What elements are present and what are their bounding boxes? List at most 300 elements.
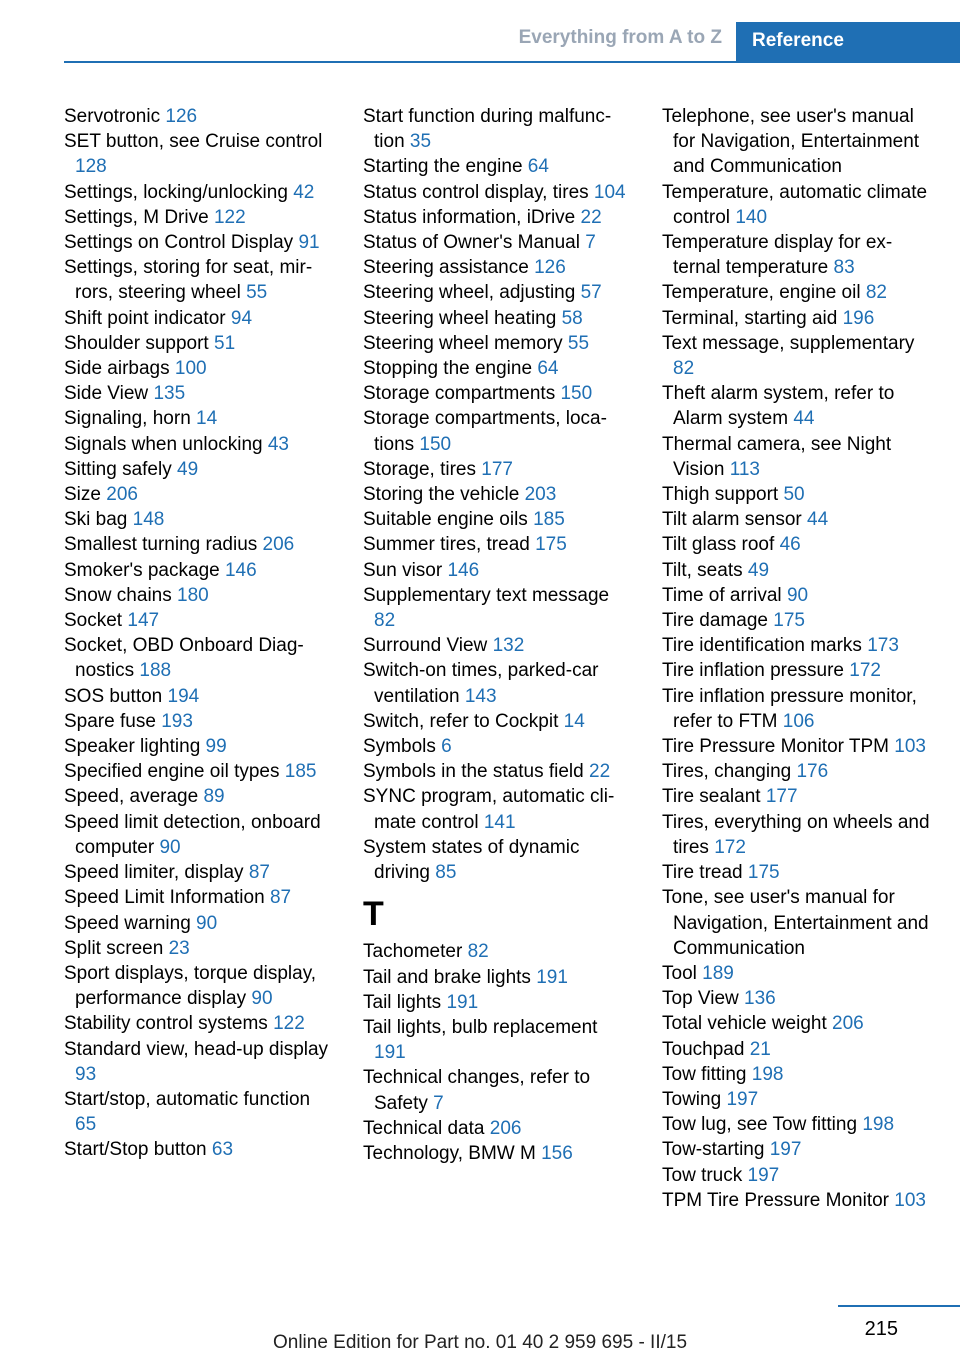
- index-page-link[interactable]: 82: [673, 358, 695, 380]
- index-page-link[interactable]: 6: [441, 736, 452, 758]
- index-entry: [363, 205, 633, 230]
- index-page-link[interactable]: 89: [203, 786, 225, 808]
- index-page-link[interactable]: 206: [832, 1013, 864, 1035]
- index-entry: [363, 1141, 633, 1166]
- index-page-link[interactable]: 188: [139, 660, 172, 682]
- index-page-link[interactable]: 65: [75, 1114, 97, 1136]
- index-page-link[interactable]: 100: [174, 358, 207, 380]
- index-entry-term: Tire sealant: [662, 786, 761, 808]
- index-entry-term: Specified engine oil types: [64, 761, 280, 783]
- index-entry: [662, 1087, 932, 1112]
- header-section-title: Everything from A to Z: [518, 27, 722, 48]
- index-entry-term: System states of dynamic driving: [363, 836, 580, 884]
- index-entry: [64, 1087, 334, 1137]
- index-entry-term: Thermal camera, see Night Vision: [662, 433, 892, 480]
- index-entry-term: Temperature, automatic climate control: [662, 181, 928, 228]
- index-entry-term: Temperature, engine oil: [662, 282, 861, 304]
- index-page-link[interactable]: 44: [793, 408, 815, 430]
- index-entry-term: Tire damage: [662, 610, 768, 632]
- index-entry-term: Speed, average: [64, 786, 199, 808]
- index-page-link[interactable]: 83: [833, 257, 855, 279]
- index-page-link[interactable]: 90: [786, 584, 809, 606]
- index-page-link[interactable]: 91: [298, 232, 320, 254]
- index-entry: [64, 381, 334, 406]
- index-page-link[interactable]: 126: [165, 106, 198, 127]
- index-page-link[interactable]: 99: [205, 736, 227, 758]
- index-entry-term: Smallest turning radius: [64, 534, 258, 556]
- index-entry-term: Sun visor: [363, 559, 443, 581]
- index-entry-term: Settings, locking/unlocking: [64, 181, 288, 203]
- index-entry-term: Technical changes, refer to Safety: [363, 1067, 591, 1114]
- index-page-link[interactable]: 128: [75, 156, 107, 178]
- index-page-link[interactable]: 122: [273, 1013, 305, 1035]
- index-entry: [662, 532, 932, 557]
- index-column-3: [662, 104, 932, 1213]
- index-entry-term: Shoulder support: [64, 332, 209, 354]
- index-entry-term: Storage compartments: [363, 383, 556, 405]
- index-page-link[interactable]: 197: [747, 1164, 780, 1186]
- index-entry: [662, 759, 932, 784]
- index-entry: [662, 306, 932, 331]
- index-entry-term: Start/stop, automatic function: [64, 1088, 311, 1110]
- index-entry: [64, 129, 334, 179]
- index-page-link[interactable]: 177: [765, 786, 798, 808]
- index-entry: [64, 331, 334, 356]
- index-entry: [363, 835, 633, 885]
- index-page-link[interactable]: 172: [849, 660, 881, 682]
- index-page-link[interactable]: 203: [524, 484, 557, 506]
- index-entry: [64, 810, 334, 860]
- index-entry-term: Terminal, starting aid: [662, 307, 838, 329]
- index-letter-heading: T: [363, 895, 384, 934]
- index-entry-term: Starting the engine: [363, 156, 523, 178]
- index-page-link[interactable]: 146: [447, 559, 480, 581]
- index-entry-term: Snow chains: [64, 584, 172, 606]
- header-divider: [64, 61, 960, 63]
- index-entry-term: Stopping the engine: [363, 358, 533, 380]
- index-entry: [363, 306, 633, 331]
- index-page-link[interactable]: 93: [75, 1063, 97, 1085]
- index-page-link[interactable]: 148: [132, 509, 165, 531]
- index-entry-term: Tires, everything on wheels and tires: [662, 811, 930, 858]
- index-entry: [363, 939, 633, 964]
- index-page-link[interactable]: 94: [230, 307, 253, 329]
- index-entry: [662, 608, 932, 633]
- index-page-link[interactable]: 122: [213, 206, 246, 228]
- index-entry: [662, 381, 932, 431]
- index-entry-term: Socket, OBD Onboard Diagnostics: [64, 635, 304, 682]
- index-entry-term: Tire identification marks: [662, 635, 862, 657]
- index-page-link[interactable]: 193: [161, 710, 193, 732]
- index-entry: [662, 1062, 932, 1087]
- index-page-link[interactable]: 82: [865, 282, 887, 304]
- index-entry: [363, 381, 633, 406]
- index-page-link[interactable]: 136: [744, 988, 776, 1010]
- index-entry: [662, 1037, 932, 1062]
- index-entry: [64, 255, 334, 305]
- index-entry-term: Tow fitting: [662, 1063, 747, 1085]
- index-page-link[interactable]: 35: [409, 131, 432, 153]
- header-tab-reference: Reference: [736, 22, 960, 62]
- index-page-link[interactable]: 132: [492, 635, 525, 657]
- index-entry-term: Speed limiter, display: [64, 862, 244, 884]
- index-entry: [662, 180, 932, 230]
- index-page-link[interactable]: 194: [167, 685, 200, 707]
- index-entry: [662, 583, 932, 608]
- index-entry: [64, 180, 334, 205]
- index-page-link[interactable]: 143: [464, 685, 497, 707]
- index-entry-term: Suitable engine oils: [363, 509, 528, 531]
- index-entry-term: Sport displays, torque display, performance display: [64, 962, 317, 1010]
- index-page-link[interactable]: 156: [541, 1142, 573, 1164]
- index-entry-term: Status control display, tires: [363, 181, 589, 203]
- index-page-link[interactable]: 180: [177, 584, 209, 606]
- index-entry-term: Tail lights, bulb replacement: [363, 1016, 598, 1038]
- index-page-link[interactable]: 196: [842, 307, 875, 329]
- index-entry-term: Supplementary text message: [363, 584, 610, 606]
- index-page-link[interactable]: 206: [262, 534, 295, 556]
- index-page-link[interactable]: 135: [153, 383, 186, 405]
- index-entry: [662, 633, 932, 658]
- index-page-link[interactable]: 146: [224, 559, 257, 581]
- index-entry-term: TPM Tire Pressure Monitor: [662, 1189, 889, 1211]
- index-entry: [64, 734, 334, 759]
- index-entry-term: Tire Pressure Monitor TPM: [662, 736, 889, 758]
- index-entry-term: Tilt glass roof: [662, 534, 775, 556]
- index-page-link[interactable]: 140: [735, 206, 768, 228]
- index-entry: [662, 1163, 932, 1188]
- index-entry-term: Speed limit detection, onboard computer: [64, 811, 321, 858]
- index-entry-term: Theft alarm system, refer to Alarm system: [662, 383, 895, 430]
- index-entry: [64, 684, 334, 709]
- index-entry: [64, 961, 334, 1011]
- index-page-link[interactable]: 23: [168, 937, 190, 959]
- index-entry: [64, 230, 334, 255]
- index-entry: [363, 331, 633, 356]
- index-entry: [363, 406, 633, 456]
- index-entry: [363, 990, 633, 1015]
- index-entry: [64, 1011, 334, 1036]
- index-entry: [662, 280, 932, 305]
- index-entry: [363, 965, 633, 990]
- index-page-link[interactable]: 51: [214, 332, 236, 354]
- index-entry-term: Side airbags: [64, 358, 170, 380]
- index-entry-term: Speed Limit Information: [64, 887, 265, 909]
- index-page-link[interactable]: 90: [251, 988, 273, 1010]
- index-page-link[interactable]: 57: [580, 282, 602, 304]
- index-entry-term: Sitting safely: [64, 458, 172, 480]
- footer-divider: [838, 1305, 960, 1307]
- index-page-link[interactable]: 206: [489, 1117, 522, 1139]
- index-entry: [662, 961, 932, 986]
- index-entry-term: Surround View: [363, 635, 488, 657]
- index-entry: [64, 306, 334, 331]
- index-entry: [363, 1015, 633, 1065]
- index-page-link[interactable]: 21: [749, 1038, 771, 1060]
- index-entry: [64, 633, 334, 683]
- index-entry: [363, 154, 633, 179]
- index-entry: [64, 205, 334, 230]
- index-page-link[interactable]: 185: [533, 509, 565, 531]
- index-page-link[interactable]: 141: [483, 811, 516, 833]
- index-entry-term: Technical data: [363, 1117, 485, 1139]
- index-entry: [363, 230, 633, 255]
- index-entry: [363, 558, 633, 583]
- index-page-link[interactable]: 150: [560, 383, 593, 405]
- index-entry: [662, 1011, 932, 1036]
- index-entry-term: SOS button: [64, 685, 163, 707]
- index-entry-term: Steering wheel memory: [363, 332, 563, 354]
- index-entry-term: Settings, storing for seat, mirrors, steering wheel: [64, 257, 313, 304]
- index-entry-term: Tail lights: [363, 991, 442, 1013]
- index-entry-term: Split screen: [64, 937, 164, 959]
- index-page-link[interactable]: 82: [467, 941, 489, 963]
- index-entry-term: Tow-starting: [662, 1139, 765, 1161]
- index-page-link[interactable]: 126: [534, 257, 566, 279]
- index-entry: [363, 255, 633, 280]
- index-entry-term: Tire tread: [662, 862, 743, 884]
- index-entry-term: Symbols: [363, 736, 436, 758]
- index-entry: [662, 885, 932, 961]
- index-column-2: [363, 104, 633, 1166]
- index-entry: [363, 1065, 633, 1115]
- index-entry: [662, 810, 932, 860]
- index-page-link[interactable]: 103: [894, 1189, 926, 1211]
- index-entry: [662, 1112, 932, 1137]
- index-page-link[interactable]: 90: [159, 836, 181, 858]
- index-page-link[interactable]: 85: [435, 862, 457, 884]
- index-entry: [64, 860, 334, 885]
- index-page-link[interactable]: 197: [769, 1139, 802, 1161]
- index-entry: [662, 860, 932, 885]
- index-entry-term: Size: [64, 484, 101, 506]
- index-page-link[interactable]: 173: [867, 635, 899, 657]
- index-page-link[interactable]: 14: [563, 710, 585, 732]
- index-page-link[interactable]: 206: [106, 484, 138, 506]
- index-page-link[interactable]: 147: [127, 610, 160, 632]
- index-page-link[interactable]: 50: [783, 484, 805, 506]
- index-entry-term: Status information, iDrive: [363, 206, 576, 228]
- index-entry-term: Telephone, see user's manual for Navigation, Entertainment and Communication: [662, 106, 920, 178]
- index-entry: [363, 709, 633, 734]
- index-entry-term: Signaling, horn: [64, 408, 191, 430]
- index-entry: [363, 532, 633, 557]
- index-page-link[interactable]: 175: [747, 862, 780, 884]
- index-page-link[interactable]: 197: [726, 1088, 759, 1110]
- index-entry: [64, 356, 334, 381]
- index-page-link[interactable]: 106: [782, 710, 815, 732]
- index-entry: [64, 885, 334, 910]
- index-entry-term: Settings on Control Display: [64, 232, 294, 254]
- index-entry-term: Speed warning: [64, 912, 191, 934]
- index-entry-term: Signals when unlocking: [64, 433, 263, 455]
- index-entry: [64, 482, 334, 507]
- index-entry-term: Storing the vehicle: [363, 484, 520, 506]
- index-entry: [662, 734, 932, 759]
- index-entry: [363, 784, 633, 834]
- index-entry: [662, 230, 932, 280]
- index-entry-term: Spare fuse: [64, 710, 156, 732]
- index-page-link[interactable]: 191: [446, 991, 479, 1013]
- index-entry-term: Shift point indicator: [64, 307, 226, 329]
- index-entry-term: Top View: [662, 988, 739, 1010]
- index-entry-term: Tilt alarm sensor: [662, 509, 802, 531]
- index-entry-term: Status of Owner's Manual: [363, 232, 580, 254]
- index-entry-term: Stability control systems: [64, 1013, 268, 1035]
- index-entry-term: Symbols in the status field: [363, 761, 584, 783]
- index-entry: [662, 482, 932, 507]
- index-entry: [662, 432, 932, 482]
- index-page-link[interactable]: 42: [293, 181, 315, 203]
- index-entry: [363, 1116, 633, 1141]
- index-page-link[interactable]: 191: [374, 1042, 406, 1064]
- index-page-link[interactable]: 150: [419, 433, 452, 455]
- index-entry: [363, 734, 633, 759]
- index-page-link[interactable]: 103: [894, 736, 926, 758]
- index-entry-term: Servotronic: [64, 106, 161, 127]
- index-entry: [363, 658, 633, 708]
- index-page-link[interactable]: 198: [751, 1063, 784, 1085]
- index-entry: [64, 432, 334, 457]
- index-entry-term: Tachometer: [363, 941, 463, 963]
- index-page-link[interactable]: 87: [248, 862, 270, 884]
- index-entry-term: Storage compartments, locations: [363, 408, 607, 455]
- index-page-link[interactable]: 7: [585, 232, 596, 254]
- index-page-link[interactable]: 64: [527, 156, 549, 178]
- index-entry-term: Summer tires, tread: [363, 534, 530, 556]
- index-page-link[interactable]: 172: [714, 836, 746, 858]
- index-column-1: [64, 104, 334, 1163]
- index-page-link[interactable]: 63: [211, 1139, 234, 1161]
- index-entry-term: Start function during malfunction: [363, 106, 612, 153]
- index-entry: [64, 532, 334, 557]
- index-entry-term: Tire inflation pressure monitor, refer to FTM: [662, 685, 917, 732]
- index-entry-term: Total vehicle weight: [662, 1013, 827, 1035]
- index-entry-term: SET button, see Cruise control: [64, 131, 323, 153]
- index-page-link[interactable]: 175: [773, 610, 805, 632]
- index-page-link[interactable]: 191: [536, 966, 568, 988]
- index-page-link[interactable]: 55: [246, 282, 268, 304]
- index-entry: [662, 684, 932, 734]
- edition-note: Online Edition for Part no. 01 40 2 959 695 - II/15: [272, 1332, 688, 1353]
- index-entry-term: Side View: [64, 383, 149, 405]
- index-entry-term: Ski bag: [64, 509, 128, 531]
- index-entry: [662, 558, 932, 583]
- index-entry: [64, 759, 334, 784]
- index-entry: [64, 104, 334, 129]
- index-entry: [662, 1137, 932, 1162]
- index-entry-term: Tow truck: [662, 1164, 743, 1186]
- index-page-link[interactable]: 87: [269, 887, 292, 909]
- index-page-link[interactable]: 49: [177, 458, 199, 480]
- index-entry-term: Smoker's package: [64, 559, 220, 581]
- index-entry: [662, 658, 932, 683]
- index-page-link[interactable]: 175: [535, 534, 567, 556]
- index-entry-term: Switch-on times, parked-car ventilation: [363, 660, 599, 707]
- index-entry: [363, 457, 633, 482]
- index-entry-term: Technology, BMW M: [363, 1142, 536, 1164]
- index-entry: [363, 759, 633, 784]
- index-entry-term: Steering wheel, adjusting: [363, 282, 576, 304]
- index-entry: [64, 457, 334, 482]
- index-entry: [363, 356, 633, 381]
- index-page-link[interactable]: 177: [481, 458, 513, 480]
- index-entry: [64, 608, 334, 633]
- index-entry: [662, 331, 932, 381]
- index-page-link[interactable]: 49: [747, 559, 770, 581]
- index-entry-term: Steering wheel heating: [363, 307, 557, 329]
- index-page-link[interactable]: 185: [284, 761, 317, 783]
- index-entry: [363, 104, 633, 154]
- index-entry-term: Settings, M Drive: [64, 206, 209, 228]
- index-entry: [363, 583, 633, 633]
- index-entry: [64, 507, 334, 532]
- index-entry: [64, 558, 334, 583]
- index-entry: [363, 507, 633, 532]
- index-entry: [662, 1188, 932, 1213]
- index-entry-term: Standard view, head-up display: [64, 1038, 329, 1060]
- index-page-link[interactable]: 55: [567, 332, 590, 354]
- index-entry-term: Switch, refer to Cockpit: [363, 710, 559, 732]
- index-entry-term: SYNC program, automatic climate control: [363, 786, 615, 833]
- index-entry: [64, 784, 334, 809]
- index-entry: [662, 507, 932, 532]
- page-number: 215: [864, 1318, 898, 1340]
- index-entry-term: Touchpad: [662, 1038, 745, 1060]
- index-page-link[interactable]: 104: [593, 181, 626, 203]
- index-page-link[interactable]: 22: [580, 206, 602, 228]
- index-entry: [363, 280, 633, 305]
- index-page-link[interactable]: 176: [796, 761, 829, 783]
- index-entry: [363, 180, 633, 205]
- index-page-link[interactable]: 46: [779, 534, 801, 556]
- index-entry: [64, 583, 334, 608]
- index-entry-term: Steering assistance: [363, 257, 529, 279]
- index-entry: [64, 936, 334, 961]
- index-page-link[interactable]: 44: [807, 509, 829, 531]
- index-entry-term: Start/Stop button: [64, 1139, 207, 1161]
- index-page-link[interactable]: 7: [433, 1092, 444, 1114]
- index-page-link[interactable]: 43: [267, 433, 289, 455]
- index-page-link[interactable]: 82: [374, 610, 396, 632]
- index-entry: [662, 104, 932, 180]
- index-page-link[interactable]: 113: [729, 458, 760, 480]
- index-page-link[interactable]: 58: [561, 307, 583, 329]
- index-page-link[interactable]: 22: [589, 761, 611, 783]
- index-entry-term: Tires, changing: [662, 761, 792, 783]
- index-entry: [662, 986, 932, 1011]
- index-entry: [64, 1137, 334, 1162]
- index-entry: [64, 709, 334, 734]
- index-page-link[interactable]: 64: [537, 358, 559, 380]
- index-entry-term: Time of arrival: [662, 584, 782, 606]
- index-entry: [64, 406, 334, 431]
- index-entry-term: Tail and brake lights: [363, 966, 531, 988]
- index-page-link[interactable]: 90: [196, 912, 218, 934]
- page-header: [0, 0, 960, 62]
- index-entry-term: Thigh support: [662, 484, 779, 506]
- index-entry: [64, 1037, 334, 1087]
- index-entry-term: Towing: [662, 1088, 722, 1110]
- index-page-link[interactable]: 14: [196, 408, 218, 430]
- index-entry: [363, 482, 633, 507]
- index-entry: [363, 633, 633, 658]
- index-entry: [662, 784, 932, 809]
- index-entry-term: Tone, see user's manual for Navigation, Entertainment and Communication: [662, 887, 929, 959]
- index-page-link[interactable]: 189: [702, 962, 734, 984]
- index-page-link[interactable]: 198: [862, 1114, 895, 1136]
- index-entry-term: Tool: [662, 962, 697, 984]
